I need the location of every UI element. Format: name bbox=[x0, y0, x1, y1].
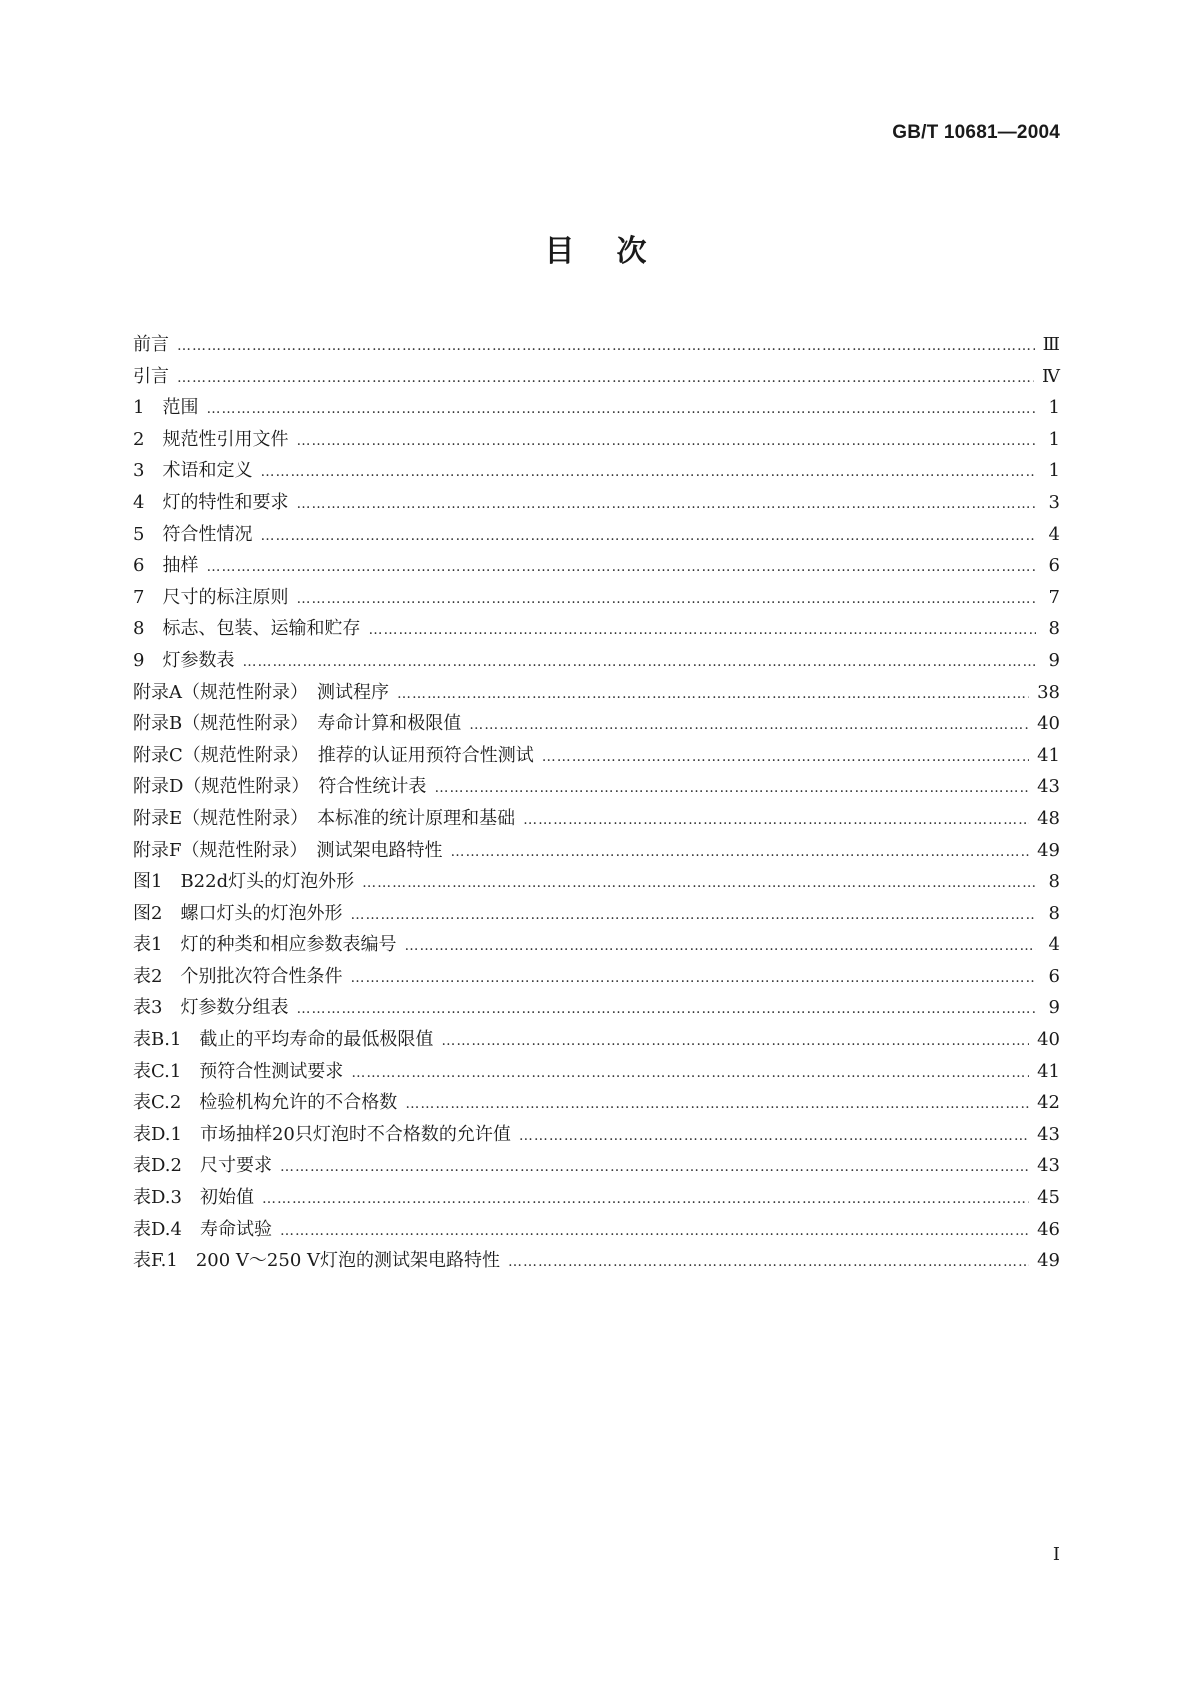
toc-entry[interactable] bbox=[133, 741, 1060, 773]
toc-entry-label: 7 尺寸的标注原则 bbox=[133, 586, 289, 608]
toc-leader bbox=[451, 844, 1030, 860]
toc-entry-label: 附录E（规范性附录） 本标准的统计原理和基础 bbox=[133, 807, 516, 829]
toc-leader bbox=[519, 1128, 1029, 1144]
toc-entry-label: 附录B（规范性附录） 寿命计算和极限值 bbox=[133, 713, 462, 735]
toc-entry-page: 4 bbox=[1048, 934, 1060, 956]
toc-entry-page: 49 bbox=[1037, 1250, 1060, 1272]
toc-entry-label: 前言 bbox=[133, 334, 169, 355]
toc-entry-label: 表C.1 预符合性测试要求 bbox=[133, 1060, 344, 1082]
toc-entry[interactable] bbox=[133, 1183, 1060, 1215]
toc-entry-page: 43 bbox=[1037, 776, 1060, 798]
toc-entry-label: 3 术语和定义 bbox=[133, 460, 253, 482]
toc-entry-label: 表D.2 尺寸要求 bbox=[133, 1155, 272, 1177]
toc-entry-page: 40 bbox=[1037, 713, 1060, 735]
toc-entry-label: 4 灯的特性和要求 bbox=[133, 491, 289, 513]
toc-leader bbox=[296, 433, 1036, 449]
toc-leader bbox=[397, 686, 1029, 702]
toc-leader bbox=[242, 654, 1036, 670]
toc-entry-label: 附录D（规范性附录） 符合性统计表 bbox=[133, 776, 427, 798]
toc-entry[interactable] bbox=[133, 899, 1060, 931]
toc-leader bbox=[368, 622, 1036, 638]
toc-entry-label: 表2 个别批次符合性条件 bbox=[133, 965, 343, 987]
page-number: I bbox=[1052, 1544, 1060, 1565]
toc-leader bbox=[542, 749, 1029, 765]
toc-entry[interactable] bbox=[133, 425, 1060, 457]
toc-entry[interactable] bbox=[133, 1057, 1060, 1089]
toc-leader bbox=[296, 1001, 1036, 1017]
toc-leader bbox=[280, 1159, 1029, 1175]
toc-entry-page: 46 bbox=[1037, 1218, 1060, 1240]
toc-leader bbox=[206, 559, 1036, 575]
toc-leader bbox=[350, 907, 1036, 923]
toc-leader bbox=[362, 875, 1036, 891]
toc-entry[interactable] bbox=[133, 456, 1060, 488]
toc-entry[interactable] bbox=[133, 1120, 1060, 1152]
toc-entry-page: 8 bbox=[1048, 902, 1060, 924]
toc-entry-page: 8 bbox=[1048, 871, 1060, 893]
toc-entry[interactable] bbox=[133, 362, 1060, 394]
toc-entry-label: 8 标志、包装、运输和贮存 bbox=[133, 618, 361, 640]
toc-entry-page: 42 bbox=[1037, 1092, 1060, 1114]
toc-leader bbox=[177, 338, 1035, 354]
toc-entry[interactable] bbox=[133, 962, 1060, 994]
toc-entry-label: 1 范围 bbox=[133, 397, 199, 419]
toc-entry-page: 9 bbox=[1048, 997, 1060, 1019]
toc-entry[interactable] bbox=[133, 646, 1060, 678]
toc-entry-label: 表1 灯的种类和相应参数表编号 bbox=[133, 934, 397, 956]
toc-leader bbox=[296, 591, 1036, 607]
toc-entry-page: 38 bbox=[1037, 681, 1060, 703]
toc-entry[interactable] bbox=[133, 867, 1060, 899]
toc-entry-page: 8 bbox=[1048, 618, 1060, 640]
toc-leader bbox=[523, 812, 1029, 828]
toc-entry-page: 1 bbox=[1048, 397, 1060, 419]
toc-entry-page: 41 bbox=[1037, 744, 1060, 766]
toc-entry[interactable] bbox=[133, 393, 1060, 425]
toc-entry-label: 6 抽样 bbox=[133, 555, 199, 577]
toc-entry-page: 41 bbox=[1037, 1060, 1060, 1082]
toc-entry-label: 图2 螺口灯头的灯泡外形 bbox=[133, 902, 343, 924]
toc-leader bbox=[434, 780, 1029, 796]
toc-entry-page: Ⅲ bbox=[1042, 334, 1060, 355]
toc-entry-label: 9 灯参数表 bbox=[133, 649, 235, 671]
toc-leader bbox=[262, 1191, 1029, 1207]
toc-entry-page: 1 bbox=[1048, 428, 1060, 450]
page-title: 目次 bbox=[544, 234, 689, 269]
toc-entry-label: 附录F（规范性附录） 测试架电路特性 bbox=[133, 839, 443, 861]
toc-leader bbox=[206, 401, 1036, 417]
toc-leader bbox=[405, 1096, 1029, 1112]
toc-entry-label: 图1 B22d灯头的灯泡外形 bbox=[133, 871, 355, 893]
toc-entry[interactable] bbox=[133, 1025, 1060, 1057]
toc-leader bbox=[404, 938, 1036, 954]
toc-entry-page: 9 bbox=[1048, 649, 1060, 671]
toc-entry[interactable] bbox=[133, 1088, 1060, 1120]
toc-entry-page: Ⅳ bbox=[1042, 365, 1060, 387]
toc-leader bbox=[260, 528, 1036, 544]
toc-entry[interactable] bbox=[133, 836, 1060, 868]
toc-leader bbox=[469, 717, 1029, 733]
toc-entry-label: 附录C（规范性附录） 推荐的认证用预符合性测试 bbox=[133, 744, 534, 766]
toc-entry-page: 1 bbox=[1048, 460, 1060, 482]
toc-entry-page: 48 bbox=[1037, 807, 1060, 829]
standard-code: GB/T 10681—2004 bbox=[892, 122, 1060, 143]
toc-entry-page: 6 bbox=[1048, 555, 1060, 577]
toc-leader bbox=[350, 970, 1036, 986]
toc-entry-label: 表D.3 初始值 bbox=[133, 1187, 254, 1209]
toc-leader bbox=[296, 496, 1036, 512]
toc-entry[interactable] bbox=[133, 1151, 1060, 1183]
toc-entry[interactable] bbox=[133, 614, 1060, 646]
toc-entry-page: 43 bbox=[1037, 1123, 1060, 1145]
table-of-contents bbox=[133, 330, 1060, 1278]
toc-entry-label: 附录A（规范性附录） 测试程序 bbox=[133, 681, 389, 703]
toc-leader bbox=[280, 1223, 1029, 1239]
toc-entry[interactable] bbox=[133, 330, 1060, 362]
toc-entry-page: 45 bbox=[1037, 1187, 1060, 1209]
toc-entry[interactable] bbox=[133, 551, 1060, 583]
toc-entry-label: 表3 灯参数分组表 bbox=[133, 997, 289, 1019]
toc-entry[interactable] bbox=[133, 1215, 1060, 1247]
toc-entry-page: 3 bbox=[1048, 491, 1060, 513]
toc-entry-label: 5 符合性情况 bbox=[133, 523, 253, 545]
toc-entry[interactable] bbox=[133, 993, 1060, 1025]
toc-entry-label: 引言 bbox=[133, 365, 169, 387]
toc-entry-label: 表B.1 截止的平均寿命的最低极限值 bbox=[133, 1029, 434, 1051]
toc-entry[interactable] bbox=[133, 488, 1060, 520]
toc-entry[interactable] bbox=[133, 583, 1060, 615]
toc-entry-page: 40 bbox=[1037, 1029, 1060, 1051]
toc-entry-page: 49 bbox=[1037, 839, 1060, 861]
toc-entry[interactable] bbox=[133, 930, 1060, 962]
toc-entry-label: 表C.2 检验机构允许的不合格数 bbox=[133, 1092, 398, 1114]
toc-entry[interactable] bbox=[133, 520, 1060, 552]
toc-entry-page: 4 bbox=[1048, 523, 1060, 545]
toc-entry-page: 43 bbox=[1037, 1155, 1060, 1177]
toc-leader bbox=[508, 1254, 1029, 1270]
toc-leader bbox=[260, 464, 1036, 480]
toc-entry[interactable] bbox=[133, 709, 1060, 741]
toc-leader bbox=[351, 1065, 1029, 1081]
toc-leader bbox=[177, 370, 1034, 386]
toc-entry-label: 表D.4 寿命试验 bbox=[133, 1218, 272, 1240]
toc-entry[interactable] bbox=[133, 1246, 1060, 1278]
toc-entry-label: 2 规范性引用文件 bbox=[133, 428, 289, 450]
toc-entry-label: 表F.1 200 V～250 V灯泡的测试架电路特性 bbox=[133, 1250, 501, 1272]
toc-entry[interactable] bbox=[133, 678, 1060, 710]
toc-entry[interactable] bbox=[133, 804, 1060, 836]
toc-entry-page: 7 bbox=[1048, 586, 1060, 608]
toc-leader bbox=[441, 1033, 1029, 1049]
toc-entry-label: 表D.1 市场抽样20只灯泡时不合格数的允许值 bbox=[133, 1123, 511, 1145]
toc-entry[interactable] bbox=[133, 772, 1060, 804]
toc-entry-page: 6 bbox=[1048, 965, 1060, 987]
